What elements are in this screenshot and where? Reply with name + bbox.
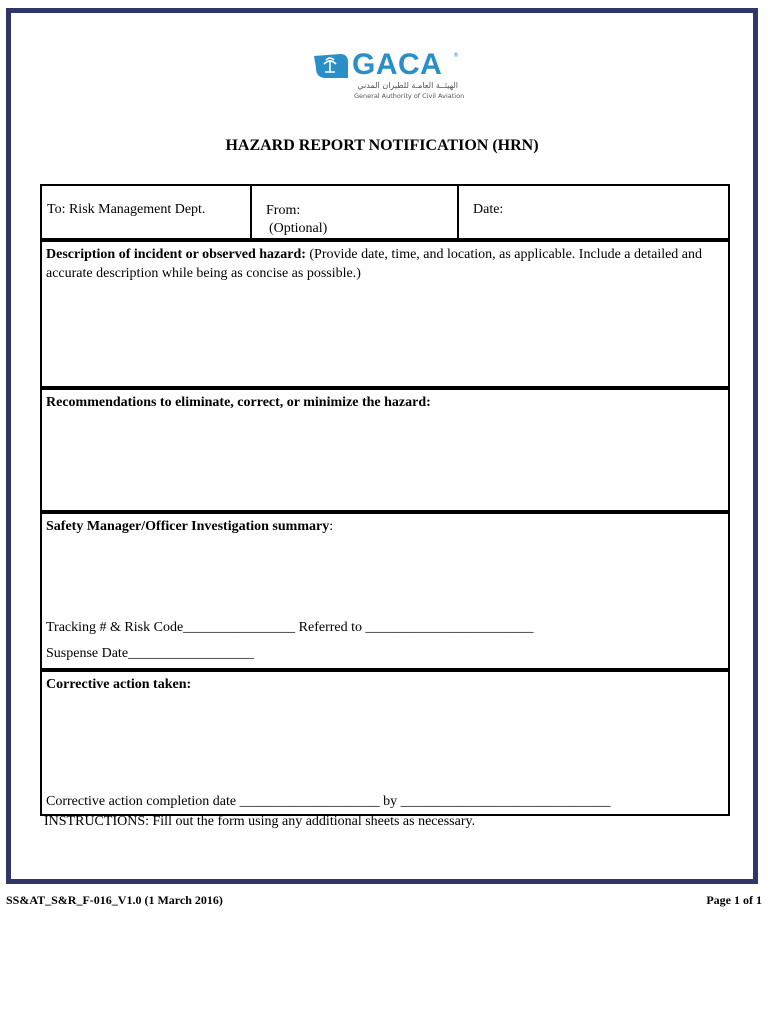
corrective-action-section[interactable] [40, 670, 730, 816]
form-title: HAZARD REPORT NOTIFICATION (HRN) [225, 137, 539, 154]
logo-registered-mark: ® [453, 52, 459, 59]
date-label: Date: [473, 202, 504, 217]
from-label: From: [266, 203, 301, 218]
safety-investigation-section[interactable] [40, 512, 730, 670]
logo-arabic-text: الهيئــة العامـة للطيران المدني [357, 81, 458, 90]
logo-english-text: General Authority of Civil Aviation [354, 92, 465, 100]
recommendations-section[interactable] [40, 388, 730, 512]
date-field[interactable] [459, 186, 728, 238]
from-field[interactable] [252, 186, 459, 238]
description-label: Description of incident or observed hazard: [46, 247, 306, 262]
description-note: (Provide date, time, and location, as applicable. Include a detailed and accurate description while being as concise as possible.) [46, 247, 703, 281]
form-id: SS&AT_S&R_F-016_V1.0 (1 March 2016) [6, 893, 223, 907]
completion-date-line[interactable]: Corrective action completion date ____________________ by ______________________________ [46, 794, 611, 809]
safety-label-colon: : [329, 519, 334, 534]
instructions-text: INSTRUCTIONS: Fill out the form using any additional sheets as necessary. [44, 814, 476, 829]
to-field[interactable] [42, 186, 252, 238]
safety-label: Safety Manager/Officer Investigation summary [46, 519, 330, 534]
gaca-logo [312, 48, 465, 102]
page-number: Page 1 of 1 [706, 893, 762, 907]
to-label: To: Risk Management Dept. [47, 202, 206, 217]
description-section[interactable] [40, 240, 730, 388]
gaca-palm-wing-icon [312, 52, 352, 80]
header-row [40, 184, 730, 240]
logo-wordmark: GACA [352, 48, 443, 81]
from-optional-label: (Optional) [269, 221, 328, 236]
corrective-label: Corrective action taken: [46, 677, 192, 692]
recommendations-label: Recommendations to eliminate, correct, or minimize the hazard: [46, 395, 431, 410]
tracking-line[interactable]: Tracking # & Risk Code________________ Referred to ________________________ [46, 620, 534, 635]
suspense-date-line[interactable]: Suspense Date__________________ [46, 646, 255, 661]
